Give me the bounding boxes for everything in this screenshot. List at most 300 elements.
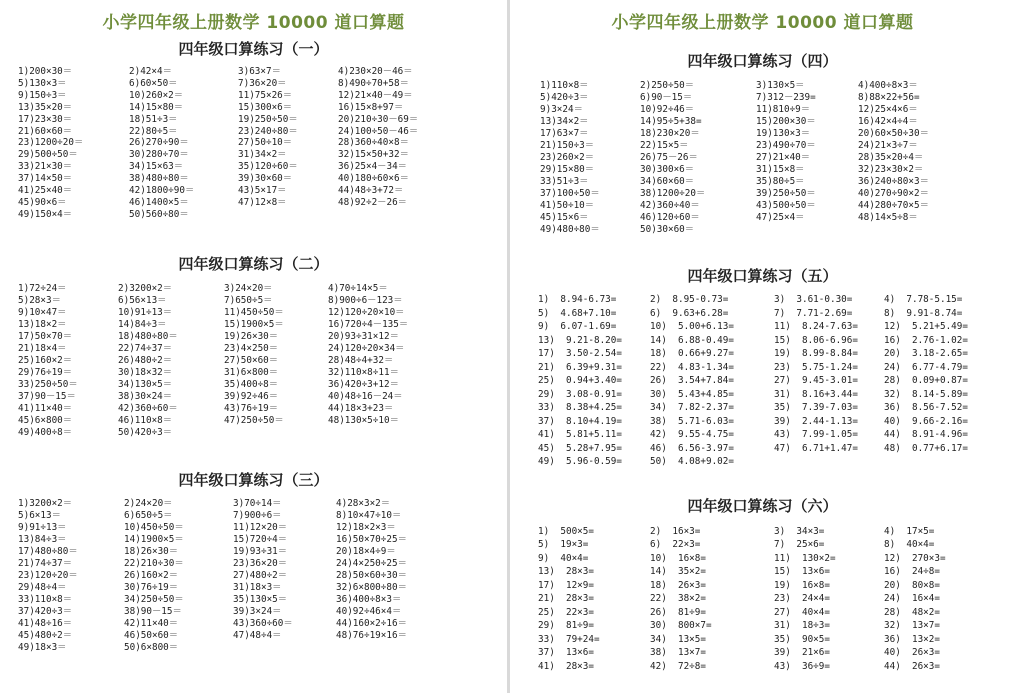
problem-item: 19)26×30＝ (224, 331, 279, 343)
problem-item: 26)160×2＝ (124, 570, 179, 581)
problem-item: 3)63×7＝ (238, 66, 281, 77)
problem-item: 35) 7.39-7.03= (774, 402, 858, 413)
problem-item: 26) 3.54+7.84= (650, 375, 734, 386)
problem-item: 32) 13×7= (884, 620, 940, 632)
problem-item: 20) 3.18-2.65= (884, 348, 968, 359)
problem-item: 22) 4.83-1.34= (650, 361, 734, 373)
problem-item: 1) 500×5= (538, 526, 594, 537)
problem-item: 22) 38×2= (650, 593, 706, 605)
problem-item: 41)25×40＝ (18, 185, 73, 196)
problem-item: 29) 3.08-0.91= (538, 388, 622, 400)
problem-item: 17) 3.50-2.54= (538, 348, 622, 359)
problem-item: 2)250÷50＝ (640, 80, 695, 91)
problem-item: 4)28×3×2＝ (336, 498, 391, 509)
problem-item: 27) 9.45-3.01= (774, 375, 858, 386)
problem-item: 47)48÷4＝ (233, 630, 282, 641)
problem-item: 38)480÷80＝ (129, 173, 189, 185)
problem-item: 39)30×60＝ (238, 173, 293, 185)
problem-item: 16)42×4÷4＝ (858, 116, 918, 128)
problem-item: 46)110×8＝ (118, 415, 173, 427)
problem-item: 3)70÷14＝ (233, 498, 282, 509)
problem-item: 50)6×800＝ (124, 642, 179, 653)
problem-item: 41)50÷10＝ (540, 200, 595, 212)
problem-item: 36)400÷8×3＝ (336, 594, 402, 605)
problem-item: 1) 8.94-6.73= (538, 294, 617, 305)
problem-item: 44)48÷3+72＝ (338, 185, 404, 196)
problem-item: 17)63×7＝ (540, 128, 589, 140)
document-title: 小学四年级上册数学 10000 道口算题 (102, 13, 405, 33)
problem-item: 13)35×20＝ (18, 101, 73, 113)
problem-item: 30) 5.43+4.85= (650, 388, 734, 400)
problem-item: 16)720÷4－135＝ (328, 319, 409, 331)
problem-item: 19)130×3＝ (756, 128, 811, 140)
problem-item: 15)200×30＝ (756, 116, 816, 128)
problem-item: 11)450÷50＝ (224, 307, 284, 319)
section-title: 四年级口算练习（六） (687, 497, 838, 515)
problem-item: 2) 16×3= (650, 526, 701, 537)
problem-item: 48)92÷2－26＝ (338, 196, 407, 208)
problem-item: 21)74÷37＝ (18, 558, 73, 569)
problem-item: 17)50×70＝ (18, 331, 73, 343)
problem-item: 8)900÷6－123＝ (328, 295, 403, 307)
problem-item: 43)76÷19＝ (224, 403, 279, 415)
problem-item: 43) 36÷9= (774, 660, 830, 672)
problem-item: 28)48÷4+32＝ (328, 355, 394, 367)
problem-item: 36)240÷80×3＝ (858, 176, 929, 188)
problem-item: 32)15×50+32＝ (338, 149, 409, 161)
problem-item: 14)1900×5＝ (124, 534, 184, 545)
problem-item: 37) 8.10+4.19= (538, 415, 622, 427)
problem-item: 26) 81÷9= (650, 606, 706, 618)
problem-item: 8) 9.91-8.74= (884, 307, 963, 319)
problem-item: 47)250÷50＝ (224, 415, 284, 427)
problem-item: 1)3200×2＝ (18, 498, 73, 509)
problem-item: 9)3×24＝ (540, 104, 583, 116)
problem-item: 35) 90×5= (774, 633, 830, 645)
problem-item: 37)14×50＝ (18, 173, 73, 185)
problem-item: 19)93÷31＝ (233, 546, 288, 557)
problem-item: 3)24×20＝ (224, 283, 273, 294)
problem-item: 18)230×20＝ (640, 128, 700, 140)
problem-item: 6)56×13＝ (118, 295, 167, 307)
problem-item: 42)11×40＝ (124, 618, 179, 629)
problem-item: 24)100÷50－46＝ (338, 125, 419, 137)
problem-item: 18)51÷3＝ (129, 113, 178, 125)
problem-item: 24)21×3÷7＝ (858, 140, 918, 152)
problem-item: 33)110×8＝ (18, 594, 73, 605)
problem-item: 27)50×60＝ (224, 355, 279, 367)
problem-item: 27) 40×4= (774, 606, 830, 618)
problem-item: 12) 270×3= (884, 552, 946, 564)
problem-item: 9) 6.07-1.69= (538, 321, 617, 332)
problem-item: 6)90－15＝ (640, 92, 693, 104)
problem-item: 2)42×4＝ (129, 66, 172, 77)
problem-item: 17)480÷80＝ (18, 546, 78, 557)
problem-item: 38) 5.71-6.03= (650, 415, 734, 427)
problem-item: 16)15×8+97＝ (338, 101, 404, 113)
problem-item: 48) 0.77+6.17= (884, 442, 968, 454)
problem-item: 11)12×20＝ (233, 522, 288, 533)
problem-item: 15)720÷4＝ (233, 534, 288, 545)
problem-item: 23) 5.75-1.24= (774, 361, 858, 373)
problem-item: 18)480÷80＝ (118, 331, 178, 343)
problem-item: 25)160×2＝ (18, 355, 73, 367)
problem-item: 41)48÷16＝ (18, 618, 73, 629)
problem-item: 42)1800÷90＝ (129, 185, 195, 196)
problem-item: 18)26×30＝ (124, 546, 179, 557)
problem-item: 47)25×4＝ (756, 212, 805, 224)
problem-item: 32)110×8÷11＝ (328, 367, 399, 379)
problem-item: 9) 40×4= (538, 552, 589, 564)
problem-item: 1)110×8＝ (540, 80, 589, 91)
problem-item: 11) 130×2= (774, 552, 836, 564)
problem-item: 50)560÷80＝ (129, 208, 189, 220)
problem-item: 20)60×50÷30＝ (858, 128, 929, 140)
problem-item: 31) 8.16+3.44= (774, 388, 858, 400)
problem-item: 27)50÷10＝ (238, 137, 293, 149)
problem-item: 12)25×4×6＝ (858, 104, 918, 116)
problem-item: 7)312－239= (756, 92, 816, 104)
problem-item: 45)15×6＝ (540, 212, 589, 224)
problem-item: 30) 800×7= (650, 620, 712, 632)
problem-item: 5)130×3＝ (18, 77, 67, 89)
problem-item: 26)480÷2＝ (118, 355, 173, 367)
problem-item: 34) 7.82-2.37= (650, 402, 734, 413)
problem-item: 44)160×2÷16＝ (336, 618, 407, 629)
problem-item: 7)36×20＝ (238, 77, 287, 89)
problem-item: 7)900÷6＝ (233, 510, 282, 521)
problem-item: 37)420÷3＝ (18, 606, 73, 617)
problem-item: 40)92÷46×4＝ (336, 606, 402, 617)
problem-item: 2) 8.95-0.73= (650, 294, 729, 305)
problem-item: 27)21×40＝ (756, 152, 811, 164)
problem-item: 6)60×50＝ (129, 77, 178, 89)
problem-item: 26)270÷90＝ (129, 137, 189, 149)
problem-item: 46) 6.56-3.97= (650, 442, 734, 454)
problem-item: 29)76÷19＝ (18, 367, 73, 379)
problem-item: 38)30×24＝ (118, 391, 173, 403)
problem-item: 21) 28×3= (538, 593, 594, 605)
problem-item: 10) 5.00+6.13= (650, 321, 734, 332)
problem-item: 5)28×3＝ (18, 295, 61, 307)
problem-item: 41)11×40＝ (18, 403, 73, 415)
problem-item: 46)50×60＝ (124, 630, 179, 641)
problem-item: 21) 6.39+9.31= (538, 361, 622, 373)
problem-item: 41) 28×3= (538, 660, 594, 672)
problem-item: 50)30×60＝ (640, 224, 695, 236)
problem-item: 28)360÷40×8＝ (338, 137, 409, 149)
problem-item: 19)250÷50＝ (238, 113, 298, 125)
problem-item: 35)400÷8＝ (224, 379, 279, 391)
problem-item: 4)70÷14×5＝ (328, 283, 388, 294)
problem-item: 31)15×8＝ (756, 164, 805, 176)
problem-item: 16)50×70÷25＝ (336, 534, 407, 545)
problem-item: 39)92÷46＝ (224, 391, 279, 403)
problem-item: 30)76÷19＝ (124, 582, 179, 593)
section-title: 四年级口算练习（四） (687, 52, 838, 70)
problem-item: 8) 40×4= (884, 539, 935, 551)
problem-item: 12)21×40－49＝ (338, 89, 413, 101)
problem-item: 7)650÷5＝ (224, 295, 273, 307)
problem-item: 23)36×20＝ (233, 558, 288, 569)
problem-item: 44) 26×3= (884, 660, 940, 672)
problem-item: 12)120÷20×10＝ (328, 307, 405, 319)
problem-item: 14) 6.88-0.49= (650, 334, 734, 346)
problem-item: 10) 16×8= (650, 552, 706, 564)
problem-item: 39) 2.44-1.13= (774, 415, 858, 427)
problem-item: 32) 8.14-5.89= (884, 388, 968, 400)
problem-item: 49) 5.96-0.59= (538, 456, 622, 467)
problem-item: 8)88×22+56= (858, 92, 920, 104)
problem-item: 33)250÷50＝ (18, 379, 78, 391)
problem-item: 12) 5.21+5.49= (884, 321, 968, 332)
problem-item: 24)4×250÷25＝ (336, 558, 407, 569)
problem-item: 34)250÷50＝ (124, 594, 184, 605)
problem-item: 1)200×30＝ (18, 66, 73, 77)
problem-item: 28) 48×2= (884, 606, 940, 618)
problem-item: 4)400÷8×3＝ (858, 80, 918, 91)
worksheet-page-left (0, 0, 507, 693)
problem-item: 14)95÷5+38= (640, 116, 702, 128)
problem-item: 18) 0.66+9.27= (650, 348, 734, 359)
problem-item: 6) 9.63+6.28= (650, 307, 729, 319)
problem-item: 45)90×6＝ (18, 196, 67, 208)
problem-item: 31) 18÷3= (774, 620, 830, 632)
problem-item: 6) 22×3= (650, 539, 701, 551)
problem-item: 33) 8.38+4.25= (538, 402, 622, 413)
problem-item: 14) 35×2= (650, 566, 706, 578)
problem-item: 25) 0.94+3.40= (538, 375, 622, 386)
problem-item: 26)75－26＝ (640, 152, 698, 164)
problem-item: 36)420÷3+12＝ (328, 379, 399, 391)
problem-item: 49)18×3＝ (18, 642, 67, 653)
problem-item: 9)91÷13＝ (18, 522, 67, 533)
problem-item: 15)300×6＝ (238, 101, 293, 113)
problem-item: 45) 5.28+7.95= (538, 442, 622, 454)
problem-item: 37)100÷50＝ (540, 188, 600, 200)
problem-item: 46)120÷60＝ (640, 212, 700, 224)
problem-item: 14)84÷3＝ (118, 319, 167, 331)
problem-item: 36)25×4－34＝ (338, 161, 407, 173)
problem-item: 29)500÷50＝ (18, 149, 78, 161)
problem-item: 3)130×5＝ (756, 80, 805, 91)
problem-item: 38)1200÷20＝ (640, 188, 706, 200)
problem-item: 2)24×20＝ (124, 498, 173, 509)
problem-item: 16) 2.76-1.02= (884, 334, 968, 346)
problem-item: 23)490÷70＝ (756, 140, 816, 152)
problem-item: 13)34×2＝ (540, 116, 589, 128)
problem-item: 33)21×30＝ (18, 161, 73, 173)
problem-item: 45)6×800＝ (18, 415, 73, 427)
problem-item: 34)15×63＝ (129, 161, 184, 173)
problem-item: 29) 81÷9= (538, 620, 594, 632)
problem-item: 15)1900×5＝ (224, 319, 284, 331)
problem-item: 44)280÷70×5＝ (858, 200, 929, 212)
problem-item: 44)18×3+23＝ (328, 403, 394, 415)
problem-item: 34) 13×5= (650, 633, 706, 645)
problem-item: 40) 9.66-2.16= (884, 415, 968, 427)
problem-item: 49)150×4＝ (18, 208, 73, 220)
problem-item: 50)420÷3＝ (118, 427, 173, 439)
problem-item: 4) 17×5= (884, 526, 935, 537)
problem-item: 45)480÷2＝ (18, 630, 73, 641)
problem-item: 8)10×47÷10＝ (336, 510, 402, 521)
problem-item: 32)23×30×2＝ (858, 164, 924, 176)
problem-item: 3) 3.61-0.30= (774, 294, 853, 305)
problem-item: 48)14×5÷8＝ (858, 212, 918, 224)
problem-item: 6)650÷5＝ (124, 510, 173, 521)
problem-item: 8)490÷70+58＝ (338, 77, 409, 89)
problem-item: 33)51÷3＝ (540, 176, 589, 188)
problem-item: 22)80÷5＝ (129, 125, 178, 137)
problem-item: 28)50×60÷30＝ (336, 570, 407, 581)
problem-item: 42)360÷40＝ (640, 200, 700, 212)
problem-item: 28) 0.09+0.87= (884, 375, 968, 386)
problem-item: 5)420÷3＝ (540, 92, 589, 104)
problem-item: 14)15×80＝ (129, 101, 184, 113)
problem-item: 35)130×5＝ (233, 594, 288, 605)
problem-item: 48)130×5÷10＝ (328, 415, 399, 427)
problem-item: 20) 80×8= (884, 579, 940, 591)
problem-item: 43) 7.99-1.05= (774, 429, 858, 440)
problem-item: 21)150÷3＝ (540, 140, 595, 152)
problem-item: 40)180÷60×6＝ (338, 173, 409, 185)
problem-item: 30)280÷70＝ (129, 149, 189, 161)
problem-item: 39) 21×6= (774, 647, 830, 659)
problem-item: 46)1400×5＝ (129, 196, 189, 208)
problem-item: 40)270÷90×2＝ (858, 188, 929, 200)
problem-item: 20)210÷30－69＝ (338, 113, 419, 125)
problem-item: 22)74÷37＝ (118, 343, 173, 355)
problem-item: 25) 22×3= (538, 606, 594, 618)
problem-item: 38) 13×7= (650, 647, 706, 659)
problem-item: 47)12×8＝ (238, 196, 287, 208)
problem-item: 23)120÷20＝ (18, 570, 78, 581)
problem-item: 16) 24÷8= (884, 566, 940, 578)
problem-item: 31)34×2＝ (238, 149, 287, 161)
problem-item: 36) 13×2= (884, 633, 940, 645)
problem-item: 39)250÷50＝ (756, 188, 816, 200)
problem-item: 42) 72÷8= (650, 660, 706, 672)
problem-item: 34)130×5＝ (118, 379, 173, 391)
problem-item: 48)76÷19×16＝ (336, 630, 407, 641)
worksheet-page-right (510, 0, 1015, 693)
problem-item: 12)18×2×3＝ (336, 522, 396, 533)
problem-item: 18) 26×3= (650, 579, 706, 591)
problem-item: 22)210÷30＝ (124, 558, 184, 569)
problem-item: 31)6×800＝ (224, 367, 279, 379)
problem-item: 30)300×6＝ (640, 164, 695, 176)
problem-item: 47) 6.71+1.47= (774, 442, 858, 454)
problem-item: 50) 4.08+9.02= (650, 456, 734, 467)
problem-item: 11)75×26＝ (238, 89, 293, 101)
problem-item: 10)92÷46＝ (640, 104, 695, 116)
problem-item: 44) 8.91-4.96= (884, 429, 968, 440)
problem-item: 15) 8.06-6.96= (774, 334, 858, 346)
section-title: 四年级口算练习（二） (178, 255, 329, 273)
problem-item: 41) 5.81+5.11= (538, 429, 622, 440)
problem-item: 30)18×32＝ (118, 367, 173, 379)
problem-item: 19) 16×8= (774, 579, 830, 591)
problem-item: 34)60×60＝ (640, 176, 695, 188)
problem-item: 9)10×47＝ (18, 307, 67, 319)
problem-item: 15) 13×6= (774, 566, 830, 578)
problem-item: 49)480÷80＝ (540, 224, 600, 236)
problem-item: 17) 12×9= (538, 579, 594, 591)
problem-item: 3) 34×3= (774, 526, 825, 537)
problem-item: 42) 9.55-4.75= (650, 429, 734, 440)
problem-item: 49)400÷8＝ (18, 427, 73, 439)
problem-item: 13)18×2＝ (18, 319, 67, 331)
problem-item: 27)480÷2＝ (233, 570, 288, 581)
section-title: 四年级口算练习（三） (178, 471, 329, 489)
problem-item: 2)3200×2＝ (118, 283, 173, 294)
problem-item: 7) 7.71-2.69= (774, 307, 853, 319)
problem-item: 43)360÷60＝ (233, 618, 293, 629)
problem-item: 19) 8.99-8.84= (774, 348, 858, 359)
problem-item: 20)93÷31×12＝ (328, 331, 399, 343)
problem-item: 20)18×4÷9＝ (336, 546, 396, 557)
section-title: 四年级口算练习（五） (687, 267, 838, 285)
problem-item: 4)230×20－46＝ (338, 66, 413, 77)
section-title: 四年级口算练习（一） (178, 40, 329, 58)
document-title: 小学四年级上册数学 10000 道口算题 (611, 13, 914, 33)
problem-item: 31)18×3＝ (233, 582, 282, 593)
problem-item: 5)6×13＝ (18, 510, 61, 521)
problem-item: 24) 16×4= (884, 593, 940, 605)
problem-item: 1)72÷24＝ (18, 283, 67, 294)
problem-item: 23)4×250＝ (224, 343, 279, 355)
problem-item: 39)3×24＝ (233, 606, 282, 617)
problem-item: 13) 28×3= (538, 566, 594, 578)
problem-item: 10)91÷13＝ (118, 307, 173, 319)
problem-item: 43)5×17＝ (238, 185, 287, 196)
problem-item: 7) 25×6= (774, 539, 825, 551)
problem-item: 38)90－15＝ (124, 606, 182, 617)
problem-item: 5) 19×3= (538, 539, 589, 551)
problem-item: 35)120÷60＝ (238, 161, 298, 173)
problem-item: 23) 24×4= (774, 593, 830, 605)
problem-item: 11)810÷9＝ (756, 104, 811, 116)
problem-item: 24) 6.77-4.79= (884, 361, 968, 373)
problem-item: 21)60×60＝ (18, 125, 73, 137)
problem-item: 35)80÷5＝ (756, 176, 805, 188)
problem-item: 32)6×800÷80＝ (336, 582, 407, 593)
problem-item: 37) 13×6= (538, 647, 594, 659)
problem-item: 37)90－15＝ (18, 391, 76, 403)
problem-item: 13) 9.21-8.20= (538, 334, 622, 346)
problem-item: 23)260×2＝ (540, 152, 595, 164)
problem-item: 36) 8.56-7.52= (884, 402, 968, 413)
problem-item: 9)150÷3＝ (18, 89, 67, 101)
problem-item: 17)23×30＝ (18, 113, 73, 125)
problem-item: 22)15×5＝ (640, 140, 689, 152)
problem-item: 29)15×80＝ (540, 164, 595, 176)
problem-item: 10)450÷50＝ (124, 522, 184, 533)
problem-item: 28)35×20÷4＝ (858, 152, 924, 164)
problem-item: 40)48÷16－24＝ (328, 391, 403, 403)
problem-item: 23)1200÷20＝ (18, 137, 84, 149)
problem-item: 13)84÷3＝ (18, 534, 67, 545)
problem-item: 5) 4.68+7.10= (538, 307, 617, 319)
problem-item: 4) 7.78-5.15= (884, 294, 963, 305)
problem-item: 21)18×4＝ (18, 343, 67, 355)
problem-item: 29)48÷4＝ (18, 582, 67, 593)
problem-item: 42)360÷60＝ (118, 403, 178, 415)
problem-item: 10)260×2＝ (129, 89, 184, 101)
problem-item: 11) 8.24-7.63= (774, 321, 858, 332)
problem-item: 23)240÷80＝ (238, 125, 298, 137)
